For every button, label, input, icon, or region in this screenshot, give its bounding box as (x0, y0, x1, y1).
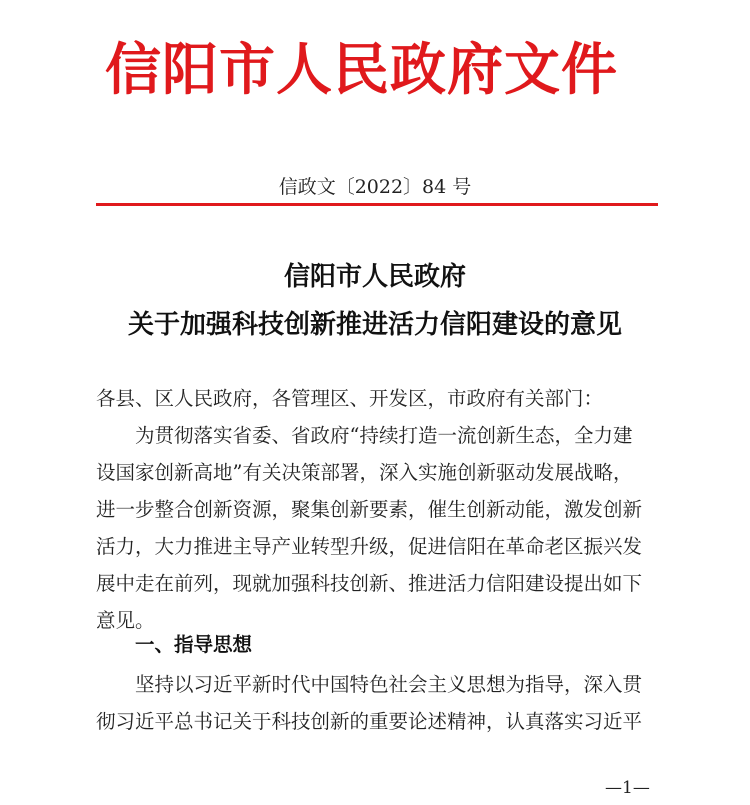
red-separator-line (96, 203, 658, 206)
paragraph-line: 意见。 (96, 609, 155, 632)
salutation (96, 380, 659, 417)
document-title-line2: 关于加强科技创新推进活力信阳建设的意见 (127, 310, 622, 340)
paragraph-line: 进一步整合创新资源，聚集创新要素，催生创新动能，激发创新 (96, 498, 643, 521)
document-number: 信政文〔2022〕84 号 (278, 176, 472, 198)
paragraph-line: 为贯彻落实省委、省政府“持续打造一流创新生态，全力建 (135, 424, 633, 447)
paragraph-line: 活力，大力推进主导产业转型升级，促进信阳在革命老区振兴发 (96, 535, 643, 558)
paragraph-line: 彻习近平总书记关于科技创新的重要论述精神，认真落实习近平 (96, 710, 643, 733)
paragraph-line: 设国家创新高地”有关决策部署，深入实施创新驱动发展战略， (96, 461, 633, 484)
document-title-line1: 信阳市人民政府 (283, 262, 466, 292)
section-heading: 一、指导思想 (135, 633, 253, 656)
page-number: —1— (605, 778, 650, 798)
paragraph-1 (96, 417, 659, 639)
paragraph-line: 展中走在前列，现就加强科技创新、推进活力信阳建设提出如下 (96, 572, 643, 595)
masthead-title: 信阳市人民政府文件 (105, 37, 618, 103)
paragraph-line: 坚持以习近平新时代中国特色社会主义思想为指导，深入贯 (135, 673, 643, 696)
salutation-text: 各县、区人民政府，各管理区、开发区，市政府有关部门： (96, 387, 604, 410)
paragraph-2 (96, 666, 659, 740)
